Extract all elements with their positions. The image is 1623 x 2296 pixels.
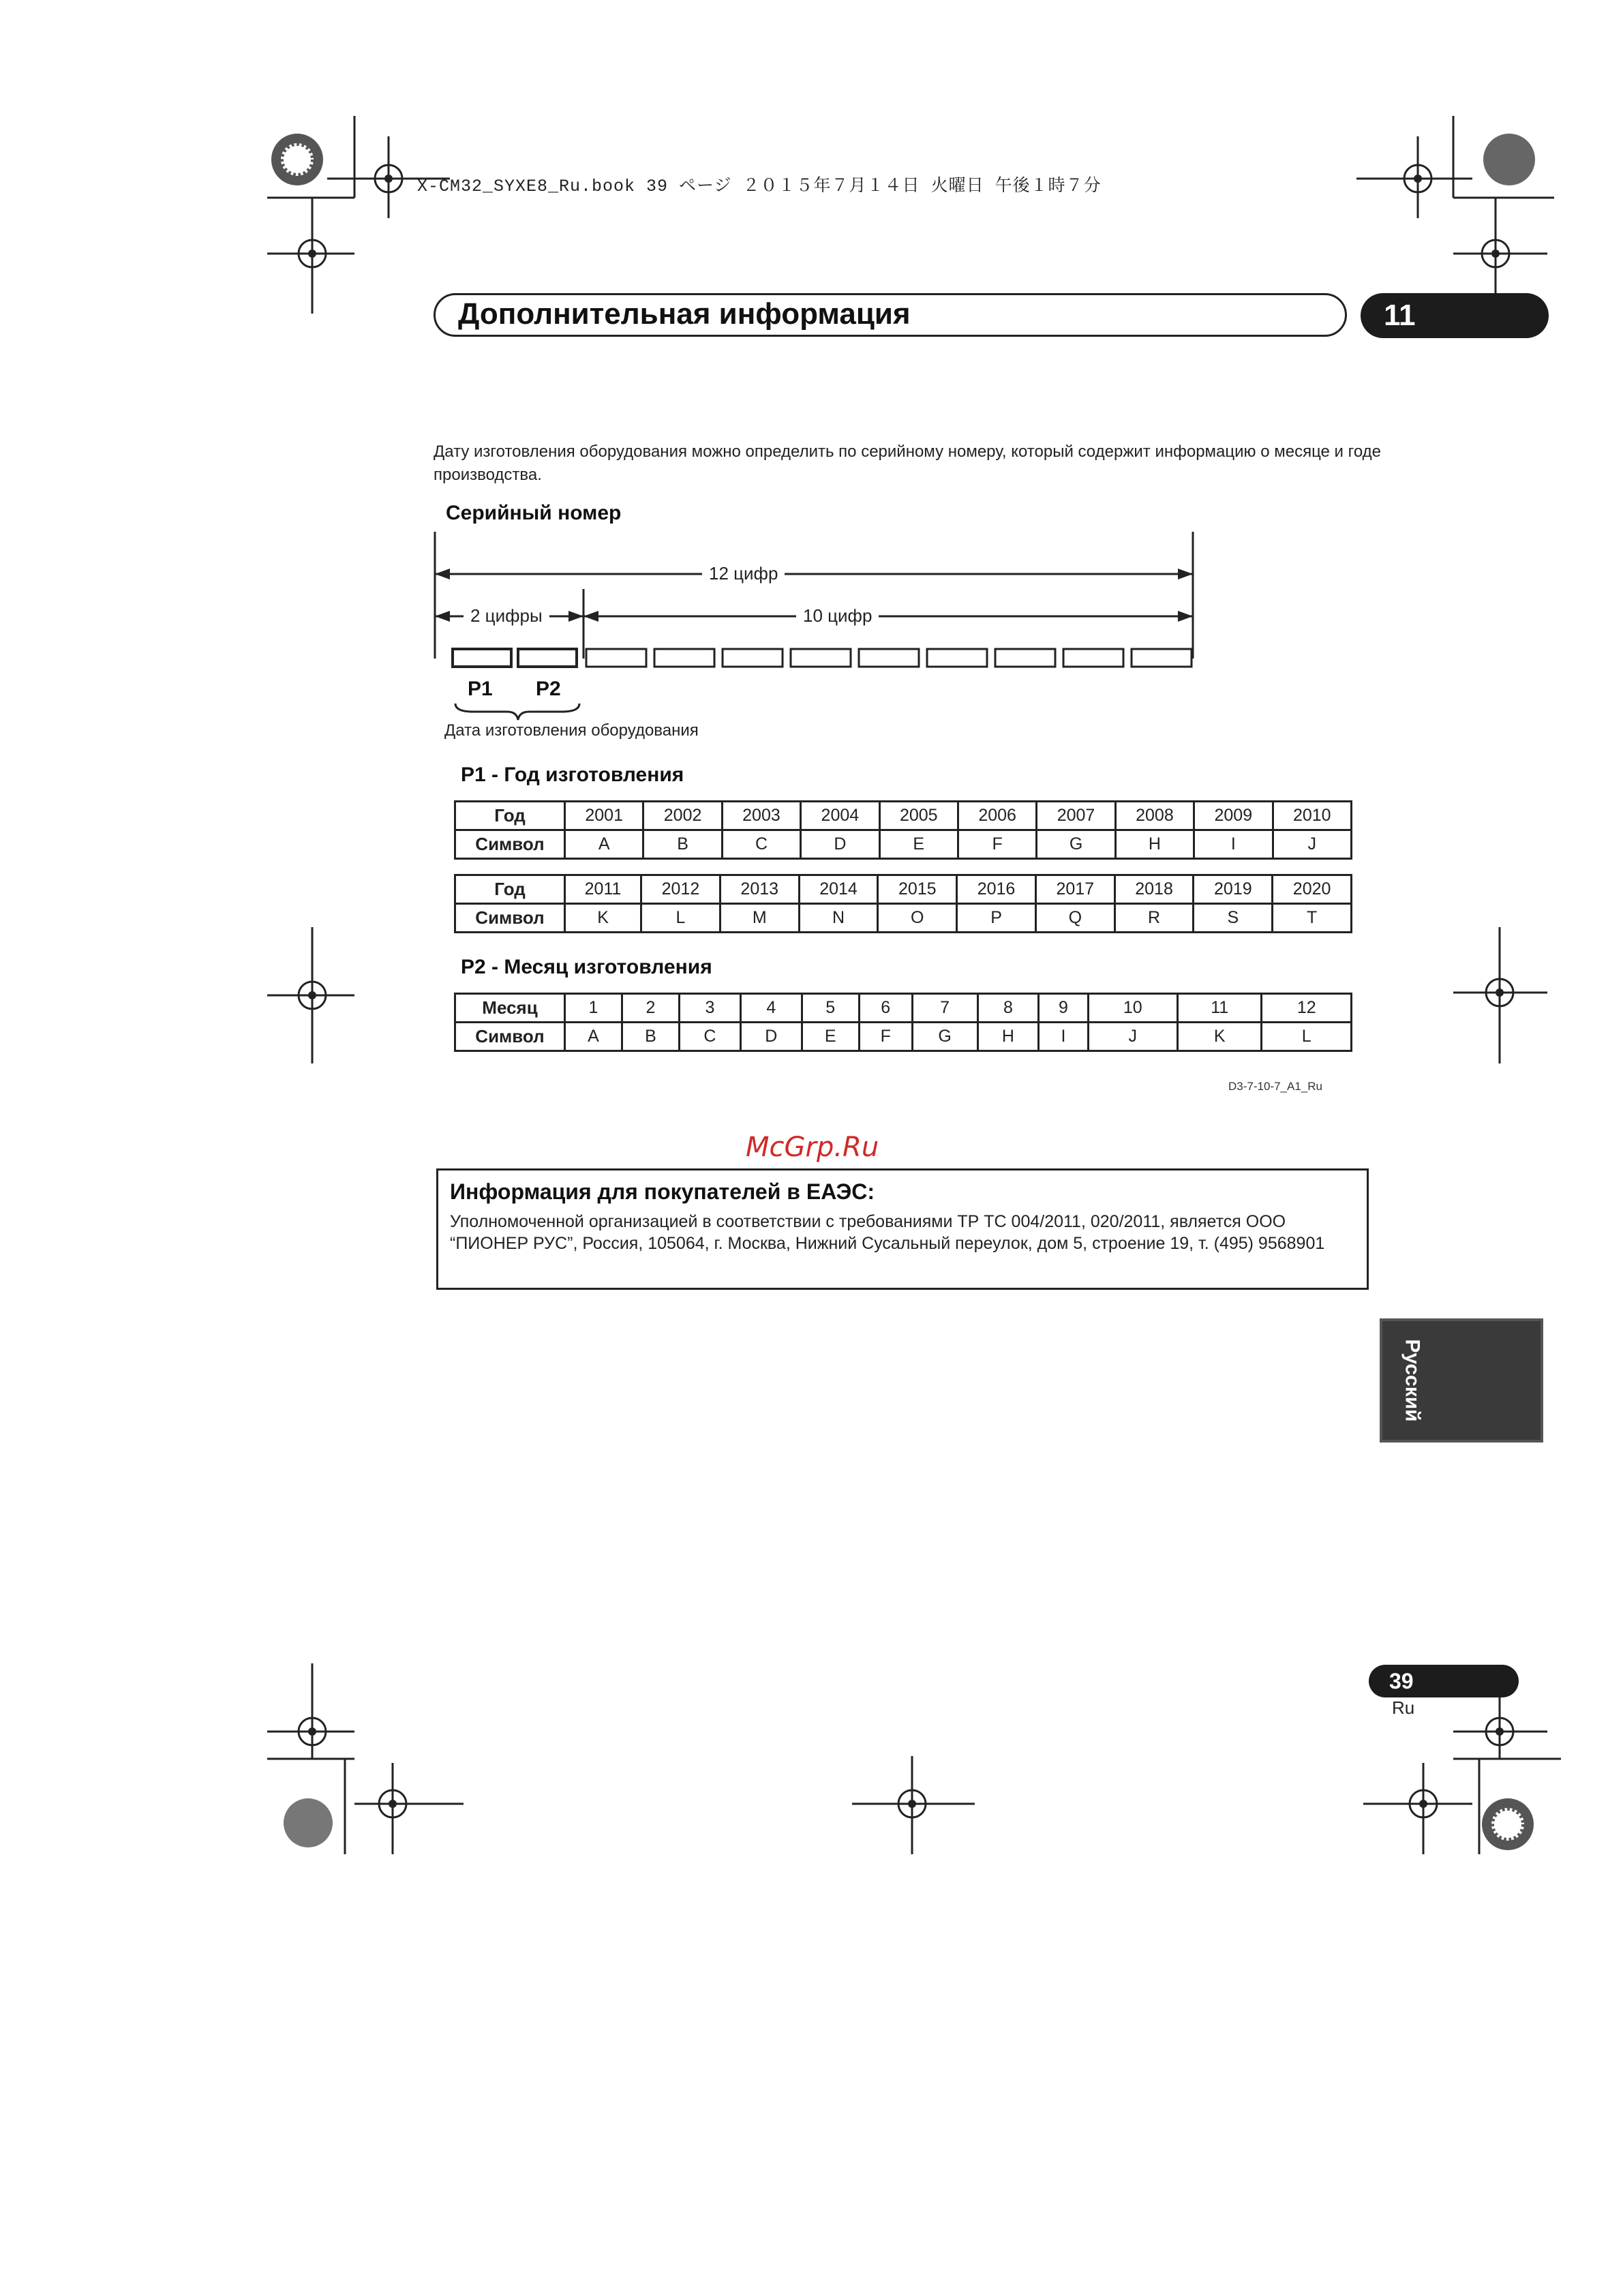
document-code: D3-7-10-7_A1_Ru [1228, 1080, 1322, 1093]
symbol-cell: E [879, 830, 958, 859]
year-cell: 2007 [1037, 802, 1115, 830]
symbol-cell: G [1037, 830, 1115, 859]
symbol-cell: B [622, 1023, 680, 1051]
symbol-cell: Q [1035, 904, 1114, 933]
year-cell: 2002 [643, 802, 722, 830]
serial-prefix-label: 2 цифры [464, 605, 549, 626]
month-table [454, 993, 1352, 1052]
page-language: Ru [1392, 1697, 1415, 1718]
year-cell: 2014 [799, 875, 878, 904]
symbol-cell: A [565, 1023, 622, 1051]
table-row [455, 802, 1352, 830]
year-cell: 2005 [879, 802, 958, 830]
row-header: Год [455, 802, 565, 830]
month-cell: 5 [802, 994, 859, 1023]
print-header: X-CM32_SYXE8_Ru.book 39 ページ ２０１５年７月１４日 火曜日 午後１時７分 [417, 177, 1102, 196]
serial-heading: Серийный номер [446, 502, 622, 524]
brace [453, 702, 582, 723]
symbol-cell: J [1273, 830, 1351, 859]
table-row [455, 994, 1352, 1023]
year-cell: 2018 [1114, 875, 1194, 904]
watermark: McGrp.Ru [746, 1132, 879, 1163]
year-cell: 2013 [720, 875, 799, 904]
table-row [455, 1023, 1352, 1051]
serial-caption: Дата изготовления оборудования [444, 721, 699, 740]
symbol-cell: O [878, 904, 957, 933]
month-cell: 9 [1039, 994, 1088, 1023]
symbol-cell: H [1115, 830, 1194, 859]
symbol-cell: I [1039, 1023, 1088, 1051]
row-header: Символ [455, 904, 565, 933]
month-cell: 4 [740, 994, 802, 1023]
symbol-cell: K [565, 904, 641, 933]
month-cell: 7 [912, 994, 977, 1023]
year-cell: 2017 [1035, 875, 1114, 904]
year-cell: 2010 [1273, 802, 1351, 830]
symbol-cell: E [802, 1023, 859, 1051]
symbol-cell: N [799, 904, 878, 933]
p2-label: P2 [536, 678, 561, 700]
symbol-cell: I [1194, 830, 1273, 859]
year-table-b [454, 874, 1352, 933]
row-header: Символ [455, 830, 565, 859]
page-number: 39 [1369, 1665, 1519, 1697]
symbol-cell: K [1177, 1023, 1262, 1051]
symbol-cell: D [740, 1023, 802, 1051]
p1-label: P1 [468, 678, 493, 700]
symbol-cell: C [680, 1023, 741, 1051]
symbol-cell: F [859, 1023, 912, 1051]
year-cell: 2011 [565, 875, 641, 904]
year-cell: 2019 [1194, 875, 1273, 904]
year-cell: 2001 [565, 802, 643, 830]
symbol-cell: L [641, 904, 721, 933]
symbol-cell: P [957, 904, 1036, 933]
serial-rest-label: 10 цифр [796, 605, 879, 626]
month-cell: 3 [680, 994, 741, 1023]
symbol-cell: J [1088, 1023, 1177, 1051]
intro-text: Дату изготовления оборудования можно определить по серийному номеру, который содержит информацию о месяце и годе производства. [434, 442, 1382, 484]
table-row [455, 904, 1352, 933]
symbol-cell: H [977, 1023, 1039, 1051]
info-box-body: Уполномоченной организацией в соответствии с требованиями ТР ТС 004/2011, 020/2011, является ООО “ПИОНЕР РУС”, Россия, 105064, г. Москва, Нижний Сусальный переулок, дом 5, строение 19, т. (495) 9568901 [450, 1212, 1325, 1253]
year-table-a [454, 800, 1352, 860]
language-tab-label-wrap [1380, 1318, 1445, 1442]
month-cell: 11 [1177, 994, 1262, 1023]
year-cell: 2008 [1115, 802, 1194, 830]
year-cell: 2004 [801, 802, 879, 830]
symbol-cell: R [1114, 904, 1194, 933]
year-table-heading: P1 - Год изготовления [461, 764, 684, 786]
year-cell: 2012 [641, 875, 721, 904]
section-title: Дополнительная информация [458, 297, 911, 331]
symbol-cell: F [958, 830, 1036, 859]
serial-total-label: 12 цифр [702, 563, 785, 584]
year-cell: 2009 [1194, 802, 1273, 830]
month-cell: 2 [622, 994, 680, 1023]
symbol-cell: M [720, 904, 799, 933]
table-row [455, 830, 1352, 859]
year-cell: 2015 [878, 875, 957, 904]
info-box-title: Информация для покупателей в ЕАЭС: [450, 1179, 875, 1204]
symbol-cell: G [912, 1023, 977, 1051]
row-header: Символ [455, 1023, 565, 1051]
symbol-cell: C [722, 830, 800, 859]
symbol-cell: B [643, 830, 722, 859]
language-tab-label: Русский [1401, 1339, 1424, 1422]
row-header: Год [455, 875, 565, 904]
symbol-cell: S [1194, 904, 1273, 933]
month-cell: 12 [1262, 994, 1352, 1023]
symbol-cell: D [801, 830, 879, 859]
month-cell: 10 [1088, 994, 1177, 1023]
year-cell: 2006 [958, 802, 1036, 830]
chapter-badge: 11 [1361, 293, 1549, 338]
month-cell: 8 [977, 994, 1039, 1023]
year-cell: 2020 [1273, 875, 1352, 904]
month-table-heading: P2 - Месяц изготовления [461, 956, 712, 978]
month-cell: 1 [565, 994, 622, 1023]
symbol-cell: L [1262, 1023, 1352, 1051]
row-header: Месяц [455, 994, 565, 1023]
year-cell: 2003 [722, 802, 800, 830]
symbol-cell: A [565, 830, 643, 859]
symbol-cell: T [1273, 904, 1352, 933]
month-cell: 6 [859, 994, 912, 1023]
year-cell: 2016 [957, 875, 1036, 904]
table-row [455, 875, 1352, 904]
